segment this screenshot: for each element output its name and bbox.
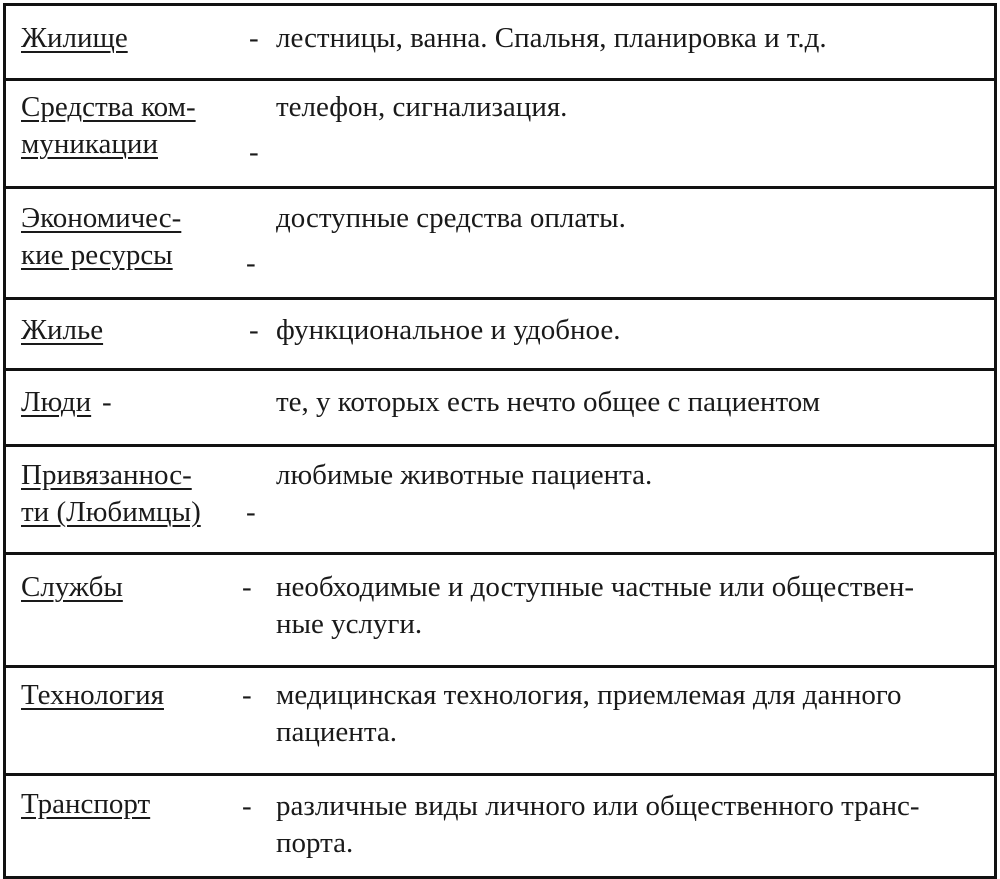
row-dash: - xyxy=(242,679,252,711)
table-row xyxy=(6,447,994,555)
row-term: Средства ком- xyxy=(21,91,196,123)
row-term: ти (Любимцы) xyxy=(21,496,201,528)
row-definition: функциональное и удобное. xyxy=(276,314,621,346)
home-environment-table xyxy=(3,3,997,879)
row-definition: порта. xyxy=(276,827,354,859)
table-row xyxy=(6,668,994,776)
row-term: Привязаннос- xyxy=(21,459,192,491)
row-definition: любимые животные пациента. xyxy=(276,459,653,491)
row-definition: медицинская технология, приемлемая для данного xyxy=(276,679,902,711)
table-row xyxy=(6,6,994,81)
row-term: кие ресурсы xyxy=(21,239,173,271)
row-definition: пациента. xyxy=(276,716,397,748)
table-row xyxy=(6,300,994,371)
row-definition: телефон, сигнализация. xyxy=(276,91,568,123)
row-term: Жилье xyxy=(21,314,104,346)
row-term: Жилище xyxy=(21,22,128,54)
row-term: Люди xyxy=(21,386,92,418)
row-dash: - xyxy=(249,22,259,54)
row-definition: лестницы, ванна. Спальня, планировка и т.д. xyxy=(276,22,827,54)
row-dash: - xyxy=(249,136,259,168)
table-row xyxy=(6,776,994,879)
row-definition: доступные средства оплаты. xyxy=(276,202,626,234)
row-term: Экономичес- xyxy=(21,202,182,234)
row-dash: - xyxy=(242,790,252,822)
row-dash: - xyxy=(249,314,259,346)
row-term-dash: - xyxy=(102,386,112,418)
row-definition: те, у которых есть нечто общее с пациентом xyxy=(276,386,821,418)
row-term: Транспорт xyxy=(21,788,151,820)
row-definition: ные услуги. xyxy=(276,608,423,640)
row-term: Технология xyxy=(21,679,164,711)
row-definition: различные виды личного или общественного транс- xyxy=(276,790,920,822)
row-term: муникации xyxy=(21,128,158,160)
row-dash: - xyxy=(246,247,256,279)
row-dash: - xyxy=(242,571,252,603)
row-dash: - xyxy=(246,496,256,528)
table-row xyxy=(6,189,994,300)
table-row xyxy=(6,371,994,447)
row-definition: необходимые и доступные частные или обществен- xyxy=(276,571,915,603)
row-term: Службы xyxy=(21,571,123,603)
table-row xyxy=(6,81,994,189)
table-row xyxy=(6,555,994,668)
